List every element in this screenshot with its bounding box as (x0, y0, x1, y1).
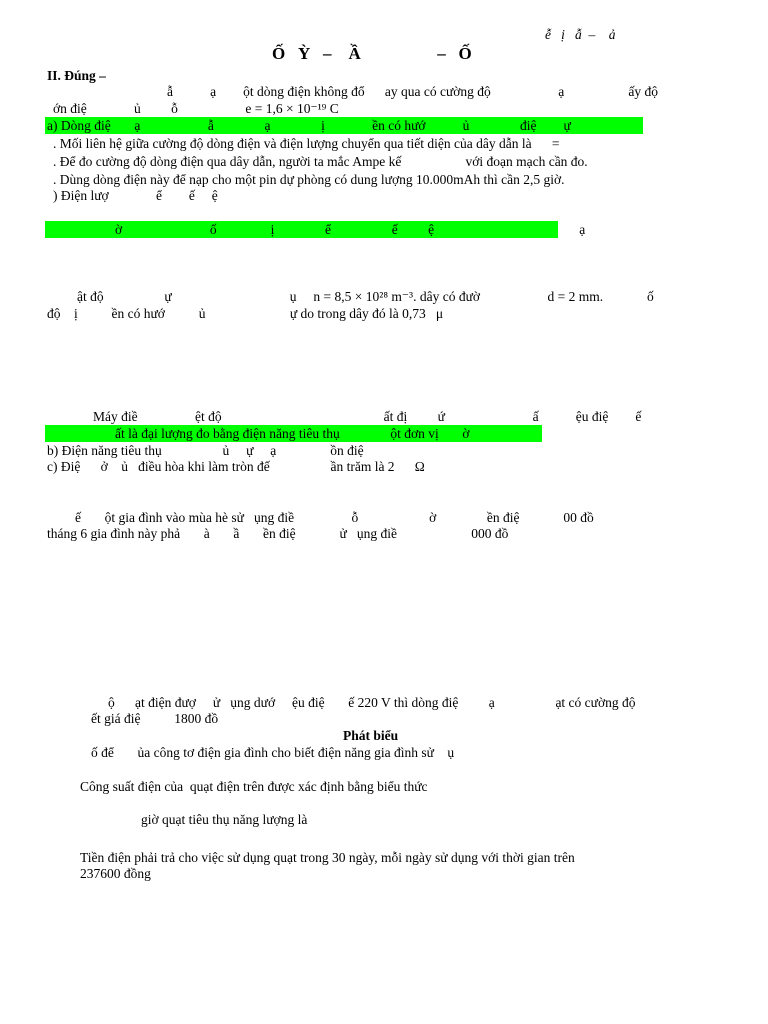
statement-line: . Mối liên hệ giữa cường độ dòng điện và điện lượng chuyển qua tiết diện của dây dẫn là = (53, 136, 560, 151)
paragraph-line: tháng 6 gia đình này phả à ầ ền điệ ử ụng điề 000 đồ (47, 526, 509, 541)
header-top-right: ễ ị ẫ – ả (545, 27, 616, 42)
paragraph-line: Máy điề ệt độ ất đị ứ ấ ệu điệ ế (93, 409, 642, 424)
paragraph-line: ớn điệ ủ ỗ e = 1,6 × 10⁻¹⁹ C (53, 101, 339, 116)
statement-c: c) Điệ ở ủ điều hòa khi làm tròn đế ần trăm là 2 Ω (47, 459, 425, 474)
paragraph-line: ẫ ạ ột dòng điện không đổ ay qua có cường độ ạ ấy độ (167, 84, 659, 99)
statement-line: ố để ủa công tơ điện gia đình cho biết điện năng gia đình sử ụ (91, 745, 455, 760)
paragraph-line: độ ị ền có hướ ủ ự do trong dây đó là 0,73 μ (47, 306, 444, 321)
statements-heading: Phát biểu (343, 728, 399, 743)
statement-line: . Để đo cường độ dòng điện qua dây dẫn, người ta mắc Ampe kế với đoạn mạch cần đo. (53, 154, 588, 169)
statement-b: b) Điện năng tiêu thụ ủ ự ạ ồn điệ (47, 443, 364, 458)
paragraph-line: ật độ ự ụ n = 8,5 × 10²⁸ m⁻³. dây có đườ d = 2 mm. ố (77, 289, 654, 304)
statement-line: 237600 đồng (80, 866, 151, 881)
statement-line: Tiền điện phải trả cho việc sử dụng quạt trong 30 ngày, mỗi ngày sử dụng với thời gian trên (80, 850, 575, 865)
paragraph-line: ế ột gia đình vào mùa hè sử ụng điề ỗ ờ ền điệ 00 đồ (75, 510, 594, 525)
section-heading: II. Đúng – (47, 68, 106, 83)
paragraph-line: ết giá điệ 1800 đồ (91, 711, 219, 726)
highlight-text: ất là đại lượng đo bằng điện năng tiêu thụ ột đơn vị ờ (115, 426, 470, 441)
statement-line: Công suất điện của quạt điện trên được xác định bằng biểu thức (80, 779, 428, 794)
highlight-text: ờ ố ị ể ế ệ ạ (115, 222, 586, 237)
paragraph-line: ộ ạt điện đượ ử ụng dướ ệu điệ ế 220 V thì dòng điệ ạ ạt có cường độ (108, 695, 636, 710)
statement-a: a) Dòng điệ ạ ẫ ạ ị ền có hướ ủ điệ ự (47, 118, 571, 133)
statement-line: ) Điện lượ ể ế ệ (53, 188, 218, 203)
page-title: Ố Ỳ – Ầ – Ố (272, 44, 472, 63)
statement-line: . Dùng dòng điện này để nạp cho một pin dự phòng có dung lượng 10.000mAh thì cần 2,5 giờ. (53, 172, 565, 187)
statement-line: giờ quạt tiêu thụ năng lượng là (141, 812, 308, 827)
